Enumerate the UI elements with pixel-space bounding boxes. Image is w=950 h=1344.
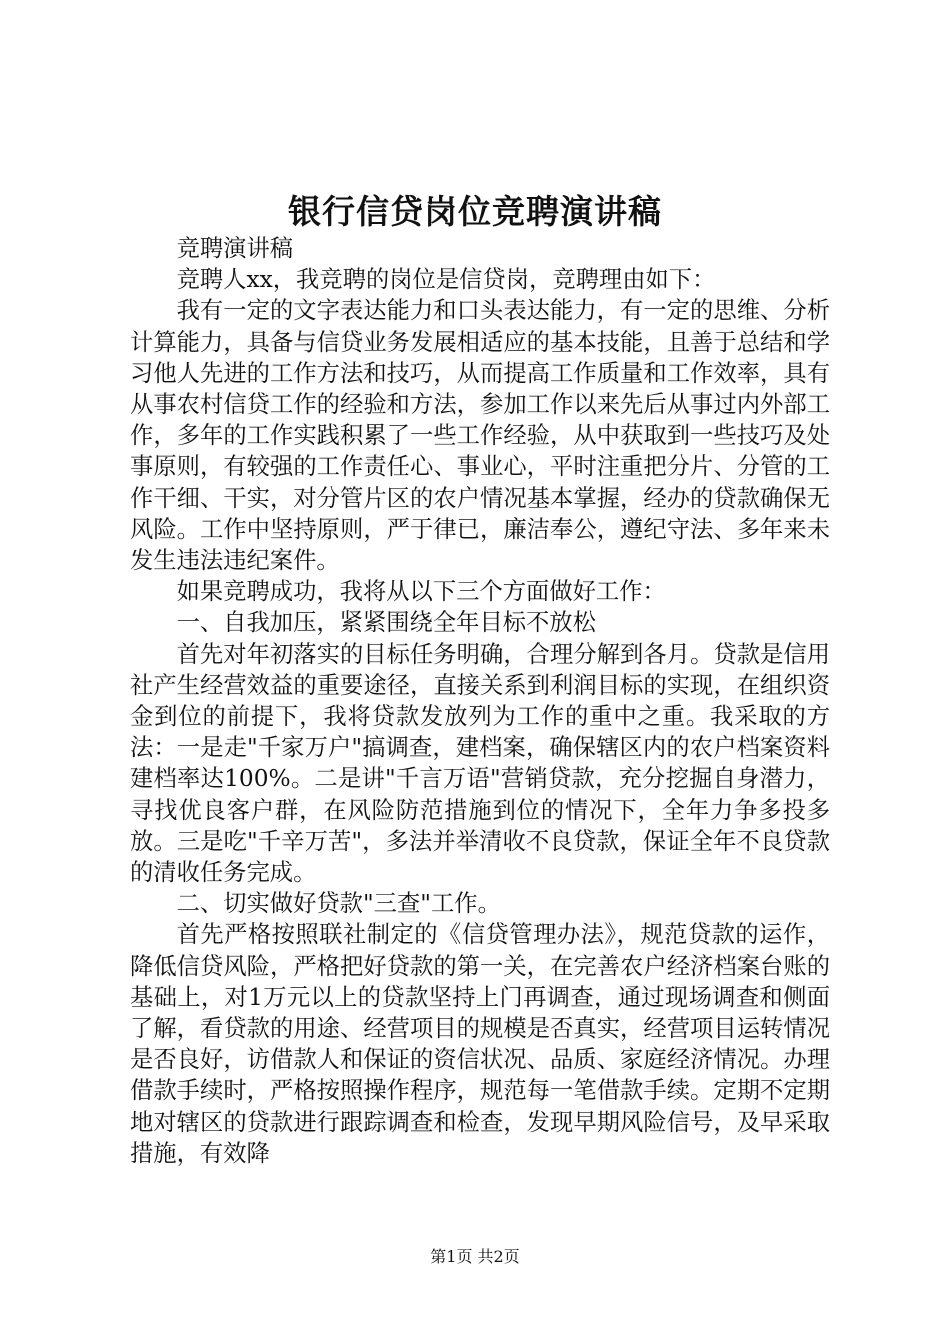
paragraph-qualifications: 我有一定的文字表达能力和口头表达能力，有一定的思维、分析计算能力，具备与信贷业务发展相适应的基本技能，且善于总结和学习他人先进的工作方法和技巧，从而提高工作质量和工作效率，具有从事农村信贷工作的经验和方法，参加工作以来先后从事过内外部工作，多年的工作实践积累了一些工作经验，从中获取到一些技巧及处事原则，有较强的工作责任心、事业心，平时注重把分片、分管的工作干细、干实，对分管片区的农户情况基本掌握，经办的贷款确保无风险。工作中坚持原则，严于律已，廉洁奉公，遵纪守法、多年来未发生违法违纪案件。 bbox=[130, 297, 830, 575]
paragraph-section-two: 首先严格按照联社制定的《信贷管理办法》，规范贷款的运作，降低信贷风险，严格把好贷款的第一关，在完善农户经济档案台账的基础上，对1万元以上的贷款坚持上门再调查，通过现场调查和侧面了解，看贷款的用途、经营项目的规模是否真实，经营项目运转情况是否良好，访借款人和保证的资信状况、品质、家庭经济情况。办理借款手续时，严格按照操作程序，规范每一笔借款手续。定期不定期地对辖区的贷款进行跟踪调查和检查，发现早期风险信号，及早采取措施，有效降 bbox=[130, 921, 830, 1167]
section-heading-one: 一、自我加压，紧紧围绕全年目标不放松 bbox=[176, 609, 596, 637]
paragraph-candidate-intro: 竞聘人xx，我竞聘的岗位是信贷岗，竞聘理由如下： bbox=[176, 266, 716, 294]
paragraph-section-one: 首先对年初落实的目标任务明确，合理分解到各月。贷款是信用社产生经营效益的重要途径，直接关系到利润目标的实现，在组织资金到位的前提下，我将贷款发放列为工作的重中之重。我采取的方法：一是走"千家万户"搞调查，建档案，确保辖区内的农户档案资料建档率达100%。二是讲"千言万语"营销贷款，充分挖掘自身潜力，寻找优良客户群，在风险防范措施到位的情况下，全年力争多投多放。三是吃"千辛万苦"，多法并举清收不良贷款，保证全年不良贷款的清收任务完成。 bbox=[130, 640, 830, 887]
paragraph-heading-speech: 竞聘演讲稿 bbox=[176, 235, 294, 262]
paragraph-plan-intro: 如果竞聘成功，我将从以下三个方面做好工作： bbox=[176, 578, 666, 606]
section-heading-two: 二、切实做好贷款"三查"工作。 bbox=[176, 890, 501, 918]
document-body bbox=[130, 233, 830, 1169]
page-footer: 第1页 共2页 bbox=[430, 1247, 520, 1266]
document-title: 银行信贷岗位竞聘演讲稿 bbox=[288, 192, 662, 231]
